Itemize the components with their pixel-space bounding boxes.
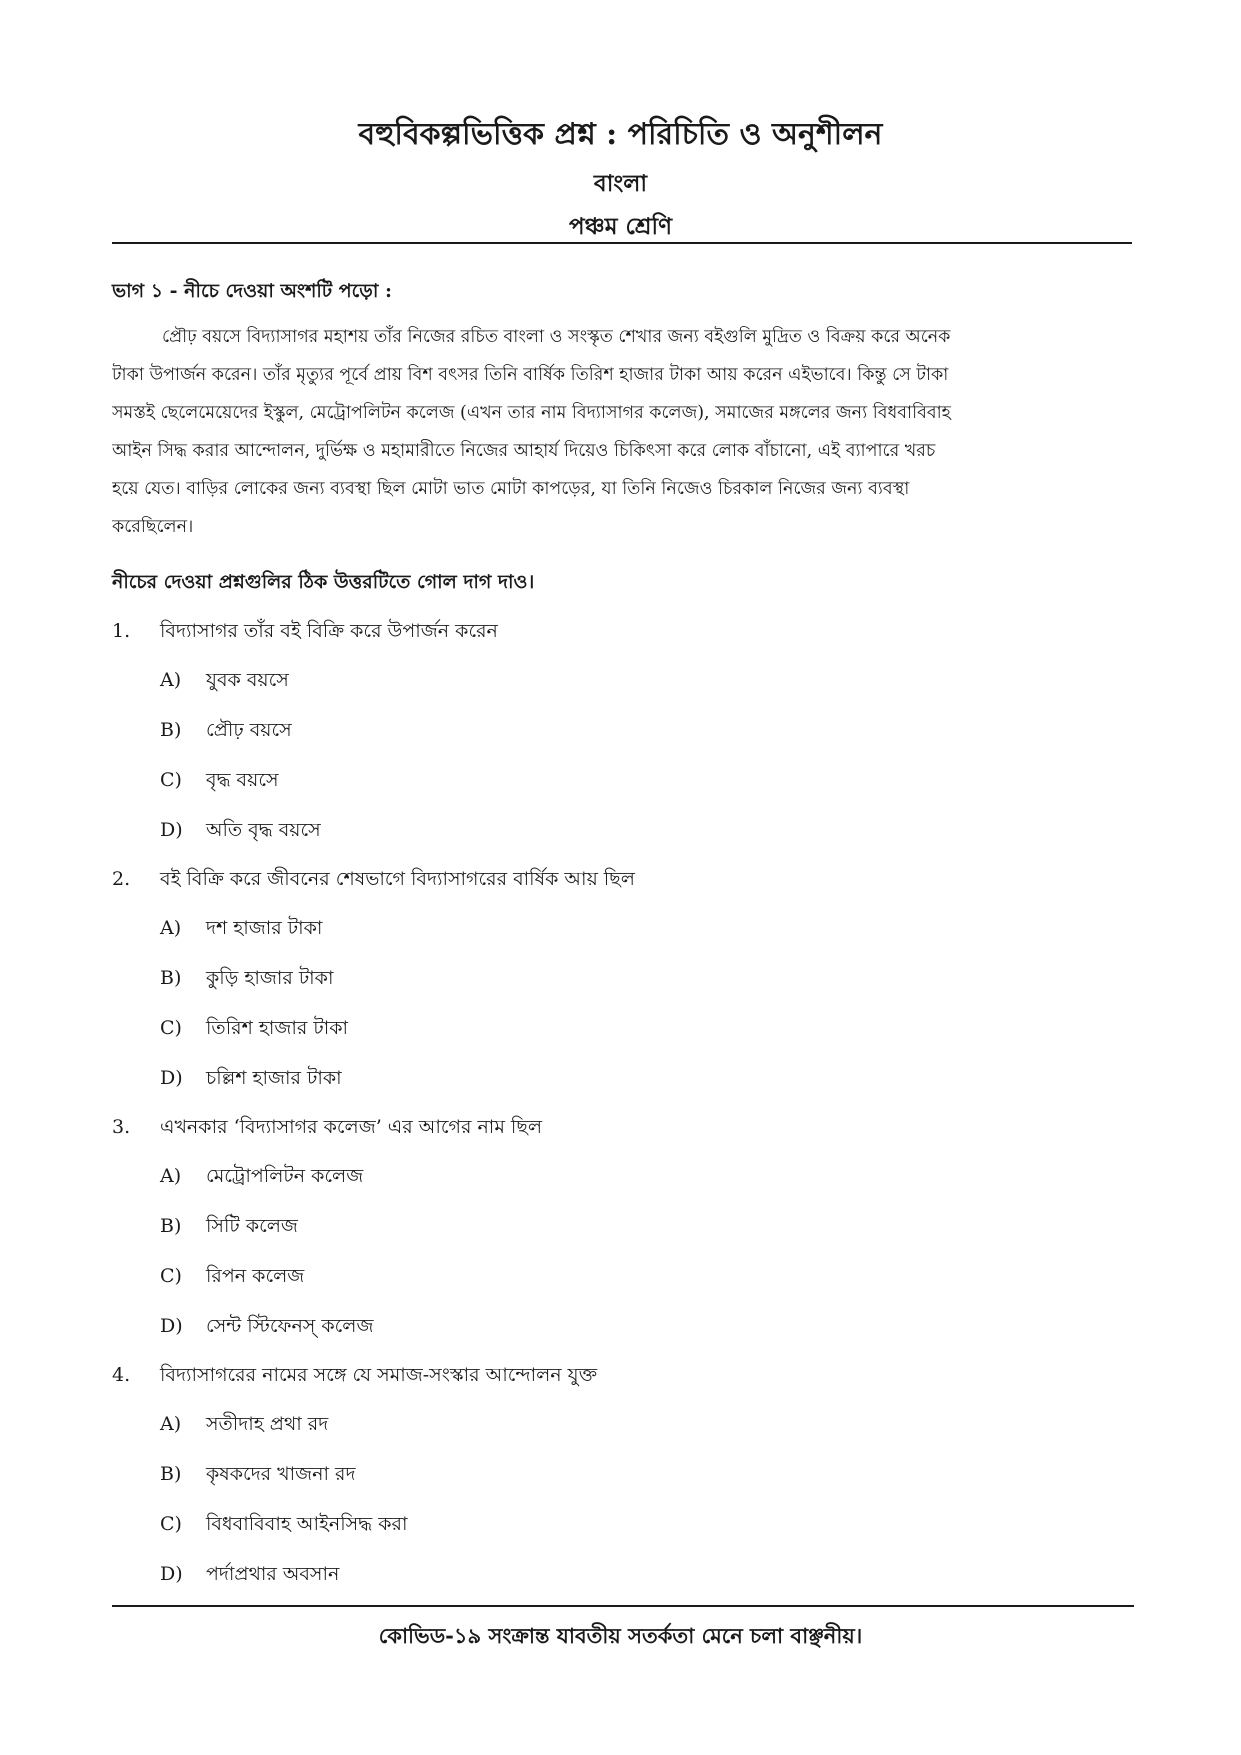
option-text: বৃদ্ধ বয়সে (206, 769, 279, 791)
option-text: তিরিশ হাজার টাকা (206, 1017, 349, 1039)
option-3b[interactable] (160, 1212, 298, 1244)
option-text: দশ হাজার টাকা (206, 917, 323, 939)
option-3a[interactable] (160, 1162, 363, 1194)
option-3d[interactable] (160, 1312, 373, 1344)
option-1d[interactable] (160, 816, 321, 848)
question-number: 3. (112, 1116, 131, 1138)
option-text: সেন্ট স্টিফেনস্ কলেজ (206, 1315, 374, 1337)
question-number: 2. (112, 868, 131, 890)
option-letter: C) (160, 1265, 182, 1287)
option-2d[interactable] (160, 1064, 342, 1096)
question-4 (112, 1361, 597, 1393)
question-text: বই বিক্রি করে জীবনের শেষভাগে বিদ্যাসাগরের বার্ষিক আয় ছিল (160, 868, 635, 890)
passage-line: করেছিলেন। (112, 517, 194, 537)
option-letter: B) (160, 719, 182, 741)
question-text: বিদ্যাসাগরের নামের সঙ্গে যে সমাজ-সংস্কার আন্দোলন যুক্ত (160, 1364, 598, 1386)
option-4b[interactable] (160, 1460, 355, 1492)
option-letter: D) (160, 1315, 183, 1337)
passage-line: হয়ে যেত। বাড়ির লোকের জন্য ব্যবস্থা ছিল মোটা ভাত মোটা কাপড়ের, যা তিনি নিজেও চিরকাল নিজের জন্য ব্যবস্থা (112, 479, 910, 499)
question-text: এখনকার ‘বিদ্যাসাগর কলেজ’ এর আগের নাম ছিল (160, 1116, 543, 1138)
question-text: বিদ্যাসাগর তাঁর বই বিক্রি করে উপার্জন করেন (160, 620, 498, 642)
option-letter: D) (160, 1067, 183, 1089)
option-2a[interactable] (160, 914, 322, 946)
option-text: প্রৌঢ় বয়সে (206, 719, 292, 741)
option-4c[interactable] (160, 1510, 407, 1542)
option-letter: B) (160, 1215, 182, 1237)
subject-heading: বাংলা (593, 170, 648, 197)
passage-line: সমস্তই ছেলেমেয়েদের ইস্কুল, মেট্রোপলিটন কলেজ (এখন তার নাম বিদ্যাসাগর কলেজ), সমাজের মঙ্গলের জন্য বিধবাবিবাহ (112, 403, 951, 423)
option-4d[interactable] (160, 1560, 339, 1592)
instruction-text: নীচের দেওয়া প্রশ্নগুলির ঠিক উত্তরটিতে গোল দাগ দাও। (112, 571, 535, 593)
header-divider (112, 242, 1132, 244)
option-4a[interactable] (160, 1410, 328, 1442)
option-letter: A) (160, 669, 182, 691)
page-title: বহুবিকল্পভিত্তিক প্রশ্ন : পরিচিতি ও অনুশীলন (358, 117, 883, 152)
option-text: কুড়ি হাজার টাকা (206, 967, 334, 989)
option-text: মেট্রোপলিটন কলেজ (206, 1165, 364, 1187)
question-1 (112, 617, 498, 649)
option-letter: C) (160, 769, 182, 791)
grade-heading: পঞ্চম শ্রেণি (568, 213, 673, 240)
footer-divider (112, 1605, 1134, 1607)
footer-note: কোভিড-১৯ সংক্রান্ত যাবতীয় সতর্কতা মেনে চলা বাঞ্ছনীয়। (378, 1623, 863, 1648)
option-text: রিপন কলেজ (206, 1265, 305, 1287)
option-letter: C) (160, 1513, 182, 1535)
option-letter: D) (160, 1563, 183, 1585)
option-text: পর্দাপ্রথার অবসান (206, 1563, 340, 1585)
passage-line: প্রৌঢ় বয়সে বিদ্যাসাগর মহাশয় তাঁর নিজের রচিত বাংলা ও সংস্কৃত শেখার জন্য বইগুলি মুদ্রিত ও বিক্রয় করে অনেক (162, 327, 951, 347)
option-text: যুবক বয়সে (206, 669, 289, 691)
option-letter: A) (160, 1413, 182, 1435)
option-3c[interactable] (160, 1262, 304, 1294)
option-1b[interactable] (160, 716, 292, 748)
question-number: 4. (112, 1364, 131, 1386)
question-number: 1. (112, 620, 131, 642)
option-text: বিধবাবিবাহ আইনসিদ্ধ করা (206, 1513, 408, 1535)
option-letter: A) (160, 917, 182, 939)
option-letter: D) (160, 819, 183, 841)
passage-line: টাকা উপার্জন করেন। তাঁর মৃত্যুর পূর্বে প্রায় বিশ বৎসর তিনি বার্ষিক তিরিশ হাজার টাকা আয় করেন এইভাবে। কিন্তু সে টাকা (112, 365, 949, 385)
option-2c[interactable] (160, 1014, 348, 1046)
question-3 (112, 1113, 542, 1145)
option-text: কৃষকদের খাজনা রদ (206, 1463, 356, 1485)
section-heading: ভাগ ১ - নীচে দেওয়া অংশটি পড়ো : (112, 280, 392, 302)
option-letter: B) (160, 1463, 182, 1485)
passage-line: আইন সিদ্ধ করার আন্দোলন, দুর্ভিক্ষ ও মহামারীতে নিজের আহার্য দিয়েও চিকিৎসা করে লোক বাঁচানো, এই ব্যাপারে খরচ (112, 441, 936, 461)
option-text: চল্লিশ হাজার টাকা (206, 1067, 342, 1089)
question-2 (112, 865, 635, 897)
option-1c[interactable] (160, 766, 279, 798)
option-text: সতীদাহ প্রথা রদ (206, 1413, 329, 1435)
option-text: অতি বৃদ্ধ বয়সে (206, 819, 321, 841)
option-letter: A) (160, 1165, 182, 1187)
option-letter: C) (160, 1017, 182, 1039)
option-letter: B) (160, 967, 182, 989)
option-2b[interactable] (160, 964, 334, 996)
option-1a[interactable] (160, 666, 289, 698)
option-text: সিটি কলেজ (206, 1215, 298, 1237)
reading-passage (112, 322, 1132, 550)
